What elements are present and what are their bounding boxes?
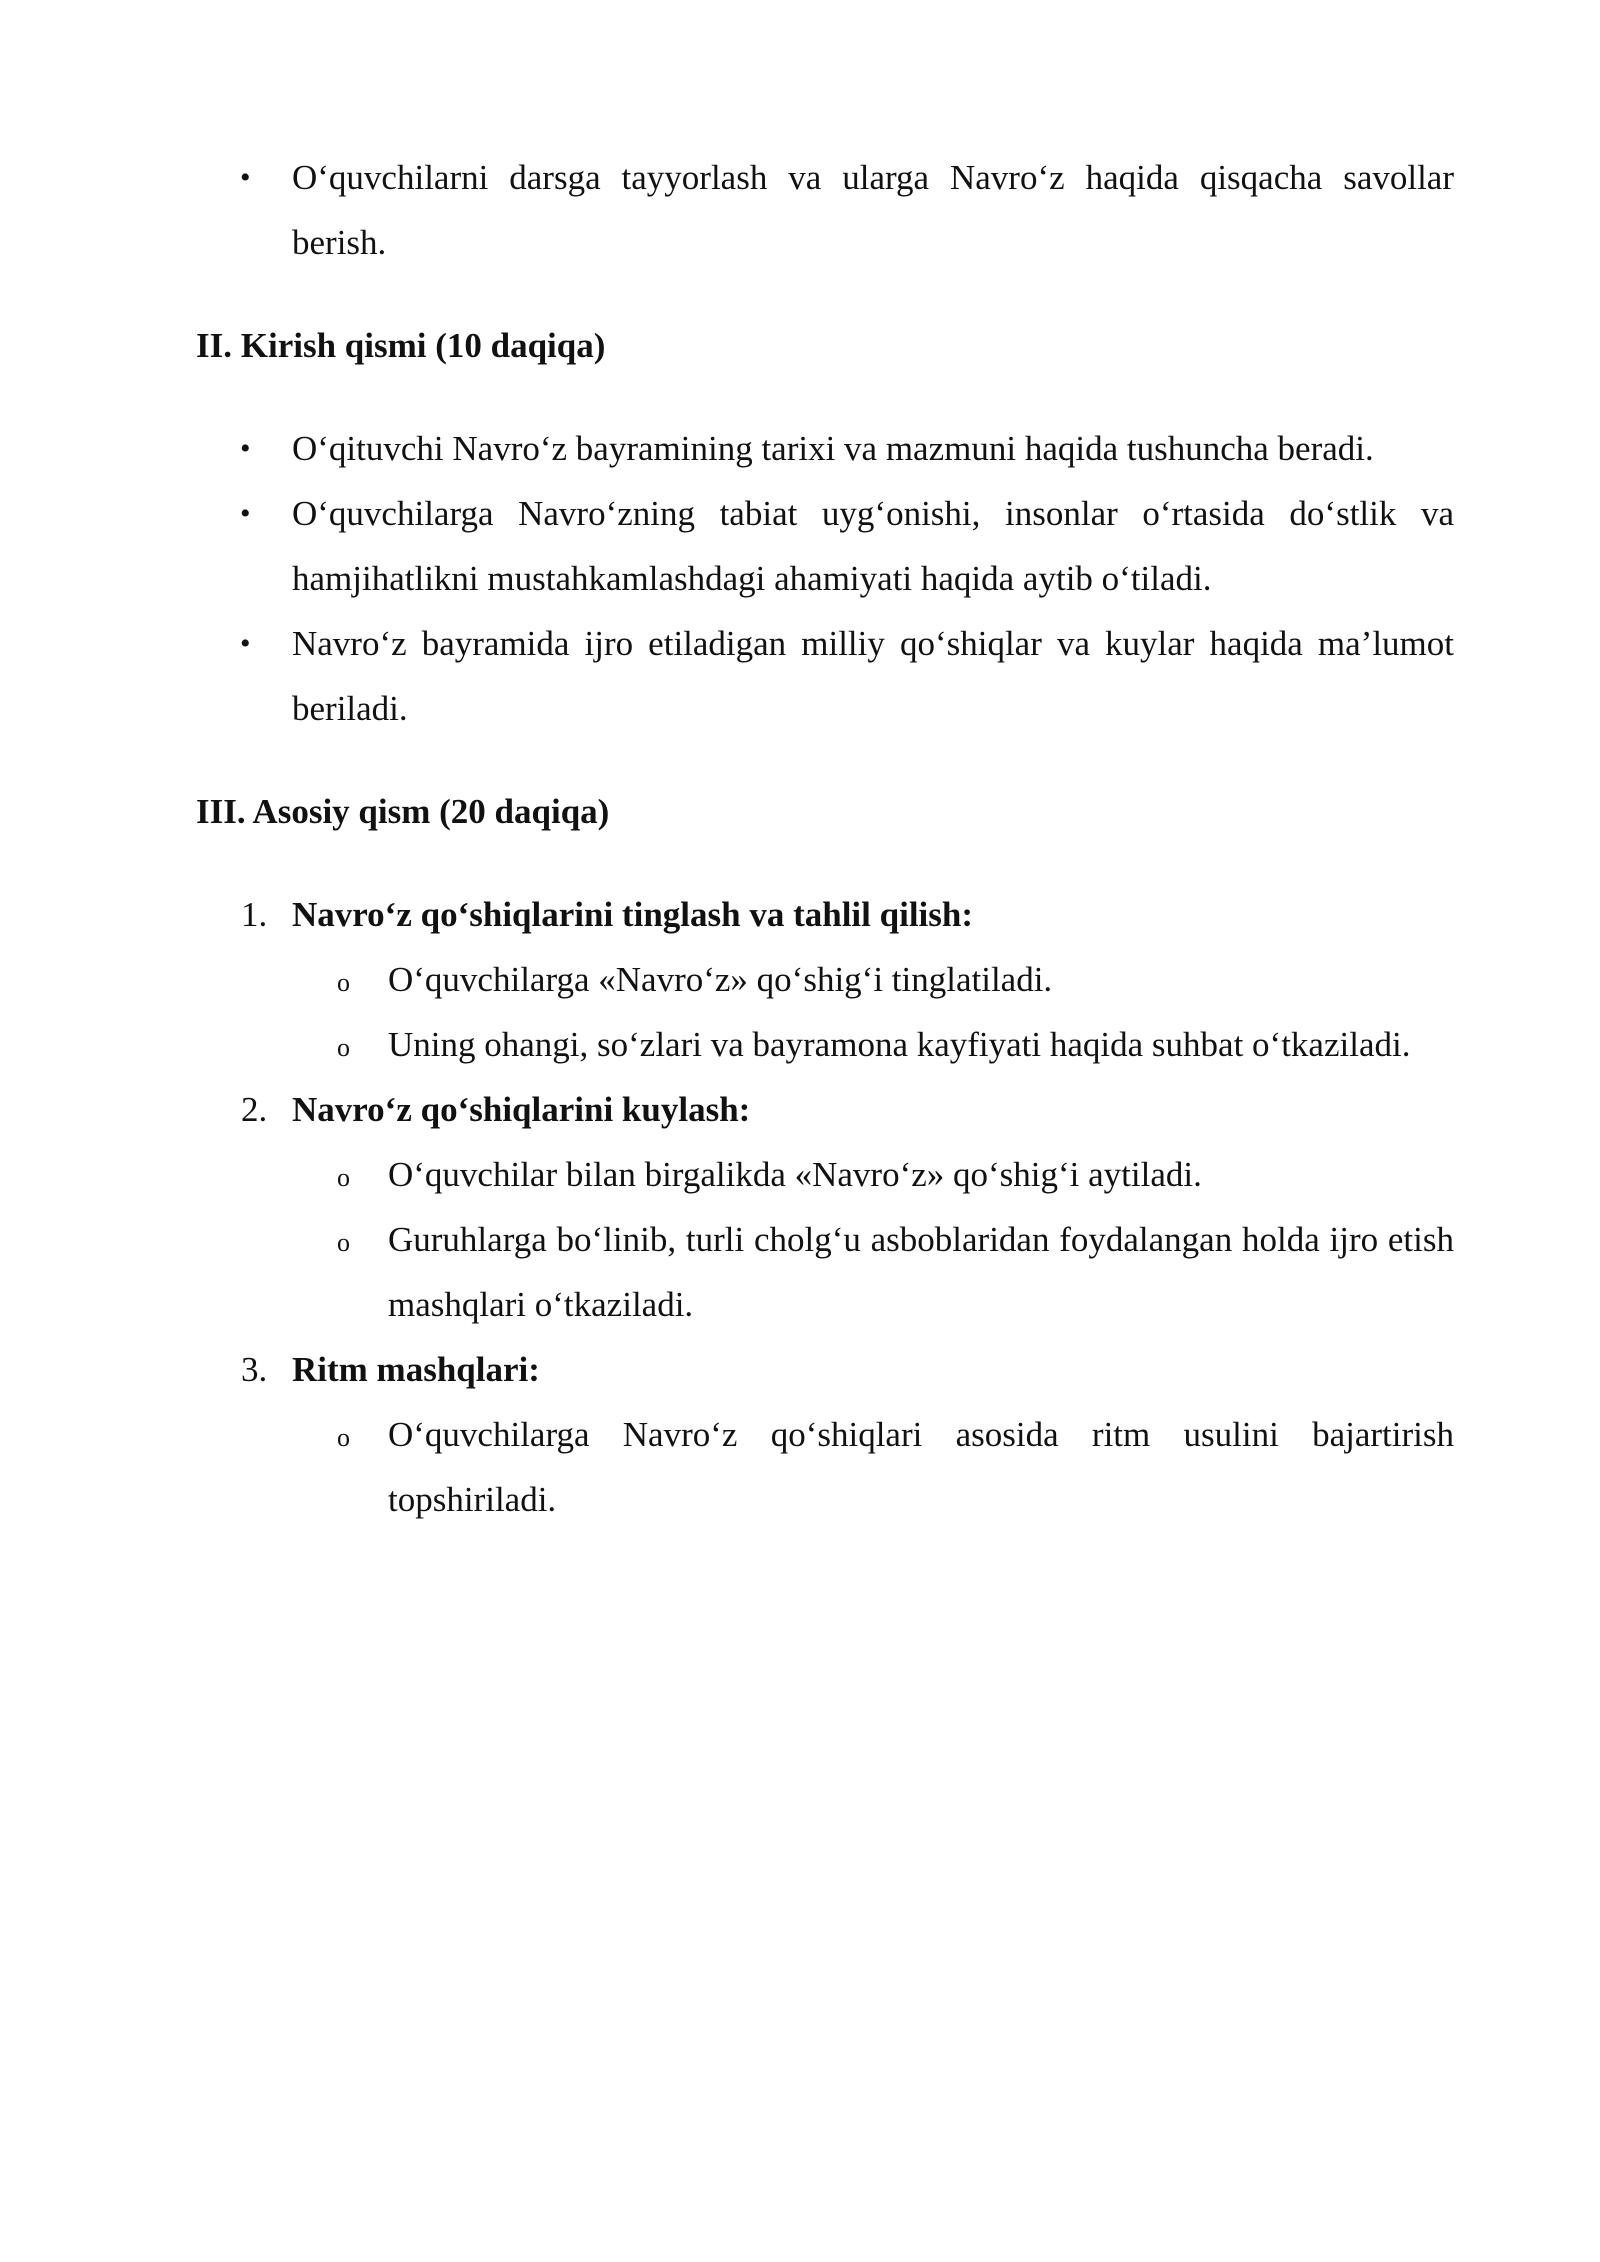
sub-list-item-text: O‘quvchilar bilan birgalikda «Navro‘z» qo‘shig‘i aytiladi. bbox=[388, 1155, 1202, 1194]
section-heading: III. Asosiy qism (20 daqiqa) bbox=[196, 792, 610, 831]
numbered-item bbox=[196, 882, 1454, 1077]
list-item-text: O‘quvchilarni darsga tayyorlash va ularga Navro‘z haqida qisqacha savollar berish. bbox=[292, 158, 1454, 262]
list-item-text: O‘qituvchi Navro‘z bayramining tarixi va mazmuni haqida tushuncha beradi. bbox=[292, 429, 1374, 468]
sub-list-item bbox=[292, 1142, 1454, 1207]
section2-bullet-list bbox=[196, 416, 1454, 741]
intro-bullet-list bbox=[196, 145, 1454, 275]
list-item bbox=[196, 481, 1454, 611]
number-marker: 1. bbox=[241, 895, 268, 934]
sub-bullet-marker: o bbox=[337, 1163, 350, 1192]
bullet-marker: • bbox=[240, 627, 251, 660]
list-item-text: O‘quvchilarga Navro‘zning tabiat uyg‘onishi, insonlar o‘rtasida do‘stlik va hamjihatlikni mustahkamlashdagi ahamiyati haqida aytib o‘tiladi. bbox=[292, 494, 1454, 598]
numbered-item-title: Ritm mashqlari: bbox=[292, 1350, 540, 1389]
sub-list bbox=[292, 1402, 1454, 1532]
number-marker: 2. bbox=[241, 1090, 268, 1129]
list-item-text: Navro‘z bayramida ijro etiladigan milliy qo‘shiqlar va kuylar haqida ma’lumot beriladi. bbox=[292, 624, 1454, 728]
sub-list-item bbox=[292, 947, 1454, 1012]
sub-bullet-marker: o bbox=[337, 1033, 350, 1062]
bullet-marker: • bbox=[240, 161, 251, 194]
sub-bullet-marker: o bbox=[337, 1228, 350, 1257]
list-item bbox=[196, 145, 1454, 275]
numbered-item bbox=[196, 1077, 1454, 1337]
sub-list-item-text: O‘quvchilarga Navro‘z qo‘shiqlari asosida ritm usulini bajartirish topshiriladi. bbox=[388, 1415, 1454, 1519]
document-body bbox=[196, 145, 1454, 1532]
numbered-item bbox=[196, 1337, 1454, 1532]
sub-bullet-marker: o bbox=[337, 1423, 350, 1452]
sub-list-item-text: Guruhlarga bo‘linib, turli cholg‘u asboblaridan foydalangan holda ijro etish mashqlari o‘tkaziladi. bbox=[388, 1220, 1454, 1324]
section3-numbered-list bbox=[196, 882, 1454, 1532]
list-item bbox=[196, 611, 1454, 741]
sub-list bbox=[292, 1142, 1454, 1337]
bullet-marker: • bbox=[240, 432, 251, 465]
number-marker: 3. bbox=[241, 1350, 268, 1389]
sub-list-item bbox=[292, 1402, 1454, 1532]
sub-bullet-marker: o bbox=[337, 968, 350, 997]
numbered-item-title: Navro‘z qo‘shiqlarini tinglash va tahlil qilish: bbox=[292, 895, 974, 934]
sub-list-item-text: Uning ohangi, so‘zlari va bayramona kayfiyati haqida suhbat o‘tkaziladi. bbox=[388, 1025, 1411, 1064]
sub-list-item bbox=[292, 1207, 1454, 1337]
bullet-marker: • bbox=[240, 497, 251, 530]
sub-list bbox=[292, 947, 1454, 1077]
sub-list-item bbox=[292, 1012, 1454, 1077]
numbered-item-title: Navro‘z qo‘shiqlarini kuylash: bbox=[292, 1090, 751, 1129]
sub-list-item-text: O‘quvchilarga «Navro‘z» qo‘shig‘i tinglatiladi. bbox=[388, 960, 1053, 999]
section-heading: II. Kirish qismi (10 daqiqa) bbox=[196, 326, 606, 365]
list-item bbox=[196, 416, 1454, 481]
